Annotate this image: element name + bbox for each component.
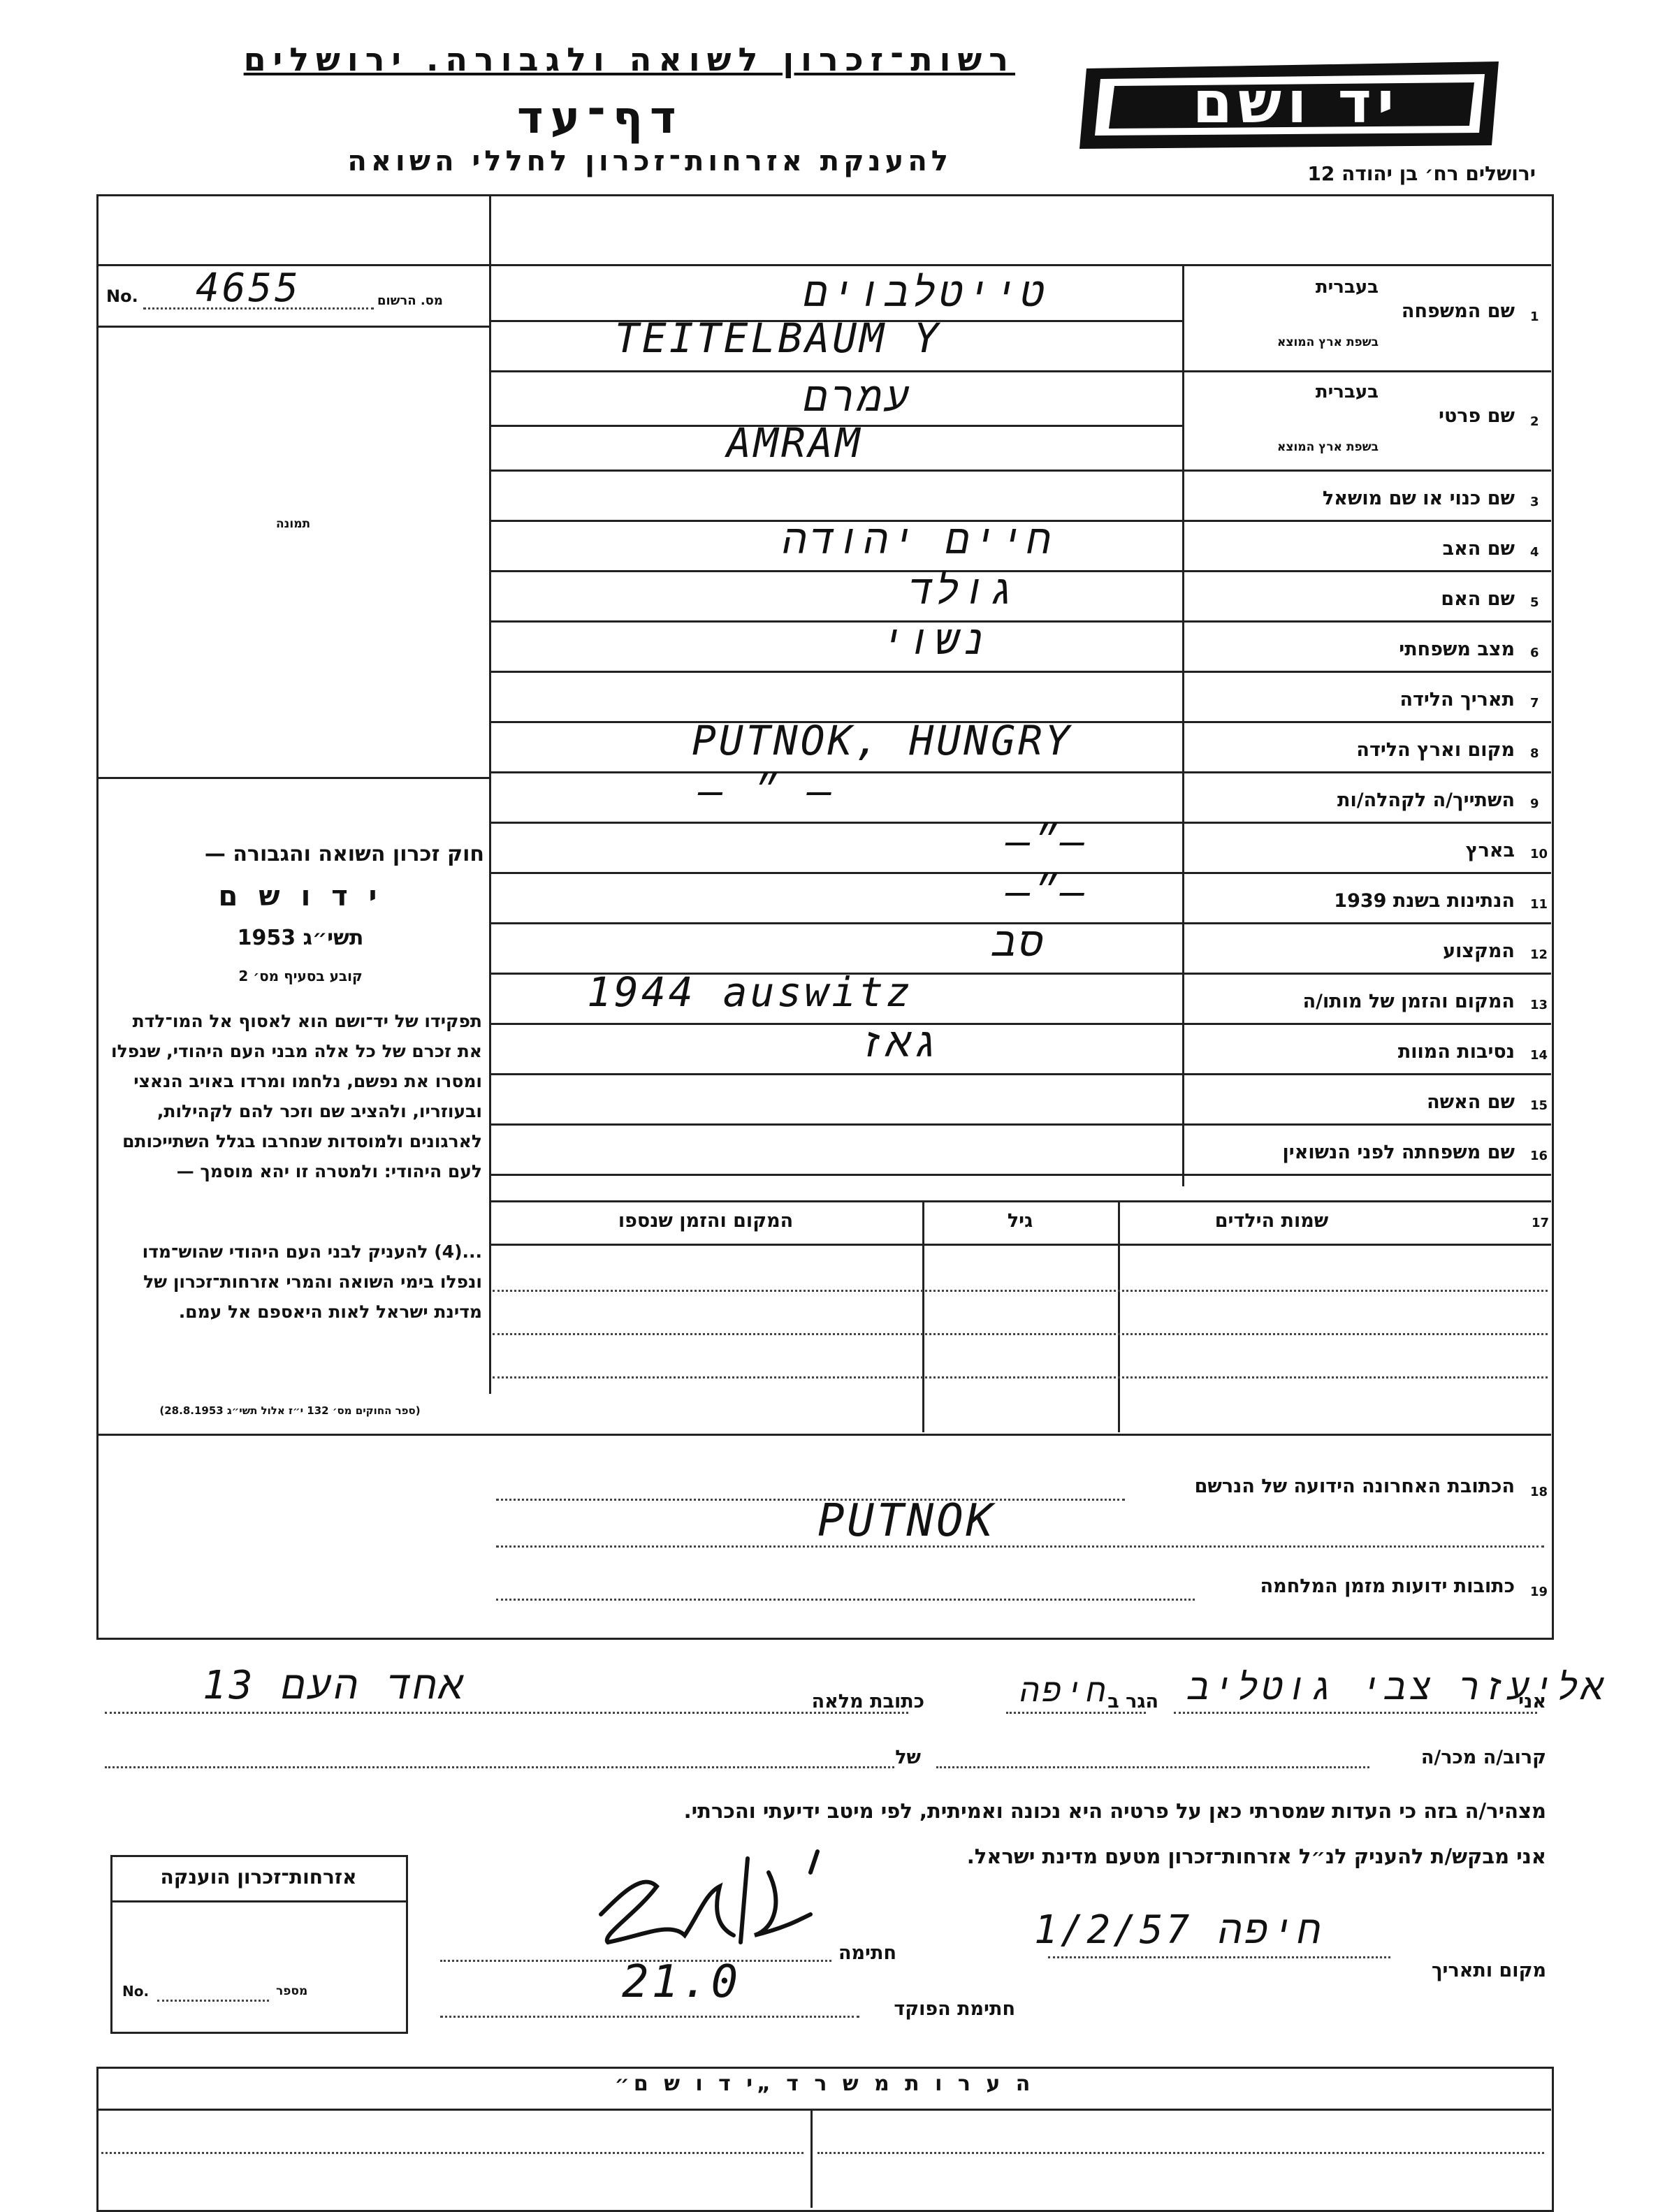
field-value-origin: AMRAM bbox=[727, 419, 863, 467]
remarks-line-left bbox=[101, 2152, 803, 2154]
field-value: 1944 auswitz bbox=[587, 968, 914, 1016]
field-number: 10 bbox=[1530, 847, 1548, 861]
place-date-value: חיפה 1/2/57 bbox=[1034, 1907, 1324, 1953]
supervisor-line bbox=[440, 2016, 859, 2018]
citizenship-box-number-label: מספר bbox=[276, 1984, 308, 1998]
remarks-line-right bbox=[817, 2152, 1544, 2154]
full-address-label: כתובת מלאה bbox=[811, 1691, 924, 1712]
children-top-line bbox=[489, 1200, 1551, 1202]
field-row-line bbox=[489, 1174, 1551, 1176]
field-value-hebrew: עמרם bbox=[803, 373, 912, 421]
form-title: דף־עד bbox=[517, 92, 683, 144]
children-bottom-line bbox=[98, 1434, 1551, 1436]
field-value: גולד bbox=[908, 566, 1017, 613]
field-row-line bbox=[489, 1073, 1551, 1075]
relative-line bbox=[936, 1766, 1369, 1768]
field-number: 11 bbox=[1530, 897, 1548, 912]
field-value: —״— bbox=[1006, 868, 1088, 915]
field-row-line bbox=[489, 620, 1551, 623]
yad-vashem-logo bbox=[1072, 54, 1506, 152]
registration-number: 4655 bbox=[196, 265, 301, 311]
remarks-header-line bbox=[98, 2109, 1551, 2111]
address-19-line bbox=[496, 1599, 1195, 1601]
remarks-divider bbox=[810, 2110, 813, 2208]
field-row-line bbox=[489, 570, 1551, 572]
photo-label: תמונה bbox=[276, 517, 311, 531]
children-row-line-1 bbox=[493, 1290, 1548, 1292]
place-date-line bbox=[1048, 1956, 1390, 1958]
field-sub-origin: בשפת ארץ המוצא bbox=[1277, 335, 1379, 349]
full-address-line bbox=[105, 1712, 908, 1714]
declarant-name: אליעזר צבי גוטליב bbox=[1188, 1666, 1606, 1708]
address-18-value: PUTNOK bbox=[817, 1495, 996, 1547]
children-header-line bbox=[489, 1244, 1551, 1246]
field-number: 2 bbox=[1530, 414, 1539, 429]
declarant-city: חיפה bbox=[1020, 1671, 1109, 1709]
relative-label: קרוב/ה מכר/ה bbox=[1420, 1747, 1546, 1768]
field-sub-origin: בשפת ארץ המוצא bbox=[1277, 440, 1379, 454]
field-sub-hebrew: בעברית bbox=[1315, 381, 1379, 402]
law-year: תשי״ג 1953 bbox=[237, 926, 364, 950]
address-18-number: 18 bbox=[1530, 1485, 1548, 1499]
field-sub-hebrew: בעברית bbox=[1315, 277, 1379, 298]
address-18-label: הכתובת האחרונה הידועה של הנרשם bbox=[1194, 1476, 1515, 1497]
field-value: גאז bbox=[859, 1019, 941, 1066]
field-label: תאריך הלידה bbox=[1399, 689, 1515, 711]
field-label: שם משפחתה לפני הנשואין bbox=[1282, 1142, 1515, 1163]
form-subtitle: להענקת אזרחות־זכרון לחללי השואה bbox=[347, 145, 952, 177]
field-label: המקום והזמן של מותו/ה bbox=[1302, 991, 1515, 1012]
field-label: שם האשה bbox=[1427, 1091, 1515, 1113]
law-title: חוק זכרון השואה והגבורה — bbox=[204, 842, 484, 866]
field-number: 13 bbox=[1530, 998, 1548, 1012]
remarks-title: ה ע ר ו ת מ ש ר ד „י ד ו ש ם״ bbox=[614, 2072, 1035, 2096]
field-value: — ״ — bbox=[699, 767, 835, 815]
registration-no-label: No. bbox=[106, 286, 138, 306]
place-date-label: מקום ותאריך bbox=[1431, 1960, 1546, 1981]
children-row-line-3 bbox=[493, 1376, 1548, 1378]
field-number: 5 bbox=[1530, 595, 1539, 610]
supervisor-label: חתימת הפוקד bbox=[894, 1998, 1015, 2020]
declarant-name-line bbox=[1174, 1712, 1537, 1714]
field-label: שם האם bbox=[1441, 588, 1515, 610]
children-header-age: גיל bbox=[1007, 1210, 1033, 1232]
field-label: שם האב bbox=[1442, 538, 1515, 560]
request-text: אני מבקש/ת להעניק לנ״ל אזרחות־זכרון מטעם מדינת ישראל. bbox=[966, 1844, 1546, 1868]
children-col-divider-2 bbox=[1118, 1202, 1120, 1432]
field-label: המקצוע bbox=[1443, 940, 1515, 962]
field-value: —״— bbox=[1006, 817, 1088, 865]
field-row-line bbox=[489, 771, 1551, 773]
address-18-line-2 bbox=[496, 1545, 1544, 1548]
children-number: 17 bbox=[1532, 1216, 1550, 1230]
law-name: י ד ו ש ם bbox=[218, 880, 383, 912]
field-number: 3 bbox=[1530, 495, 1539, 509]
field-value-origin: TEITELBAUM Y bbox=[615, 314, 942, 362]
field-row-line bbox=[489, 671, 1551, 673]
law-citation: (ספר החוקים מס׳ 132 י״ז אלול תשי״ג 28.8.1953) bbox=[159, 1404, 421, 1417]
field-label: מקום וארץ הלידה bbox=[1356, 739, 1515, 761]
field-number: 4 bbox=[1530, 545, 1539, 560]
field-number: 8 bbox=[1530, 746, 1539, 761]
citizenship-box-no-label: No. bbox=[122, 1983, 150, 2000]
of-label: של bbox=[895, 1747, 921, 1768]
children-row-line-2 bbox=[493, 1333, 1548, 1335]
field-value: נשוי bbox=[880, 616, 989, 664]
field-row-line bbox=[489, 1023, 1551, 1025]
field-label: נסיבות המוות bbox=[1397, 1041, 1515, 1063]
field-value: חיים יהודה bbox=[783, 516, 1054, 563]
citizenship-box-no-line bbox=[157, 2000, 269, 2002]
field-label: הנתינות בשנת 1939 bbox=[1334, 890, 1515, 912]
field-label: בארץ bbox=[1465, 840, 1515, 861]
top-strip-divider bbox=[98, 264, 1551, 266]
field-value: סב bbox=[992, 918, 1047, 966]
address-19-number: 19 bbox=[1530, 1585, 1548, 1599]
field-number: 7 bbox=[1530, 696, 1539, 711]
logo-address: ירושלים רח׳ בן יהודה 12 bbox=[1307, 162, 1536, 185]
field-label: שם כנוי או שם מושאל bbox=[1322, 488, 1515, 509]
field-number: 1 bbox=[1530, 310, 1539, 324]
of-line bbox=[105, 1766, 894, 1768]
field-label: השתייך/ה לקהלה/ות bbox=[1337, 790, 1515, 811]
declarant-lives-label: הגר ב bbox=[1107, 1691, 1158, 1712]
photo-divider bbox=[98, 777, 489, 779]
stamp-value: 21.0 bbox=[622, 1956, 741, 2008]
field-number: 9 bbox=[1530, 796, 1539, 811]
declaration-text: מצהיר/ה בזה כי העדות שמסרתי כאן על פרטיה היא נכונה ואמיתית, לפי מיטב ידיעתי והכרתי. bbox=[683, 1799, 1546, 1823]
law-clause: קובע בסעיף מס׳ 2 bbox=[238, 968, 363, 984]
field-label: שם פרטי bbox=[1439, 405, 1515, 427]
law-paragraph-2: ...(4) להעניק לבני העם היהודי שהוש־מדו ונפלו בימי השואה והמרי אזרחות־זכרון של מדינת ישראל לאות היאספם אל עמם. bbox=[142, 1242, 482, 1322]
declarant-ani: אני bbox=[1518, 1691, 1546, 1712]
field-row-line bbox=[489, 470, 1551, 472]
citizenship-box-divider bbox=[110, 1900, 406, 1902]
label-column-divider bbox=[1182, 265, 1184, 1186]
authority-title: רשות־זכרון לשואה ולגבורה. ירושלים bbox=[243, 41, 1015, 78]
declarant-city-line bbox=[1006, 1712, 1146, 1714]
field-row-line bbox=[489, 370, 1551, 372]
address-19-label: כתובות ידועות מזמן המלחמה bbox=[1260, 1576, 1515, 1597]
left-column-divider bbox=[489, 196, 491, 1394]
field-number: 14 bbox=[1530, 1048, 1548, 1063]
children-col-divider-1 bbox=[922, 1202, 924, 1432]
law-paragraph-1: תפקידו של יד־ושם הוא לאסוף אל המו־לדת את זכרם של כל אלה מבני העם היהודי, שנפלו ומסרו את נפשם, נלחמו ומרדו באויב הנאצי ובעוזריו, ולהציב שם וזכר להם לקהילות, לארגונים ולמוסדות שנחרבו בגלל השתייכותם לעם היהודי: ולמטרה זו יהא מוסמך — bbox=[111, 1011, 482, 1181]
field-value-hebrew: טייטלבוים bbox=[803, 268, 1048, 316]
registration-number-label: מס. הרשום bbox=[377, 293, 443, 308]
address-18-line bbox=[496, 1499, 1125, 1501]
citizenship-box-title: אזרחות־זכרון הוענקה bbox=[160, 1865, 357, 1889]
field-row-line bbox=[489, 1123, 1551, 1126]
field-value: PUTNOK, HUNGRY bbox=[692, 717, 1072, 764]
field-number: 15 bbox=[1530, 1098, 1548, 1113]
field-label: שם המשפחה bbox=[1401, 300, 1515, 322]
field-number: 6 bbox=[1530, 646, 1539, 660]
children-header-names: שמות הילדים bbox=[1214, 1210, 1329, 1232]
children-header-place: המקום והזמן שנספו bbox=[618, 1210, 794, 1232]
field-number: 16 bbox=[1530, 1149, 1548, 1163]
logo-text: יד ושם bbox=[1192, 70, 1400, 136]
full-address-value: אחד העם 13 bbox=[203, 1663, 466, 1708]
signature-label: חתימה bbox=[838, 1942, 896, 1964]
photo-area bbox=[98, 327, 489, 774]
field-number: 12 bbox=[1530, 947, 1548, 962]
field-label: מצב משפחתי bbox=[1399, 639, 1515, 660]
